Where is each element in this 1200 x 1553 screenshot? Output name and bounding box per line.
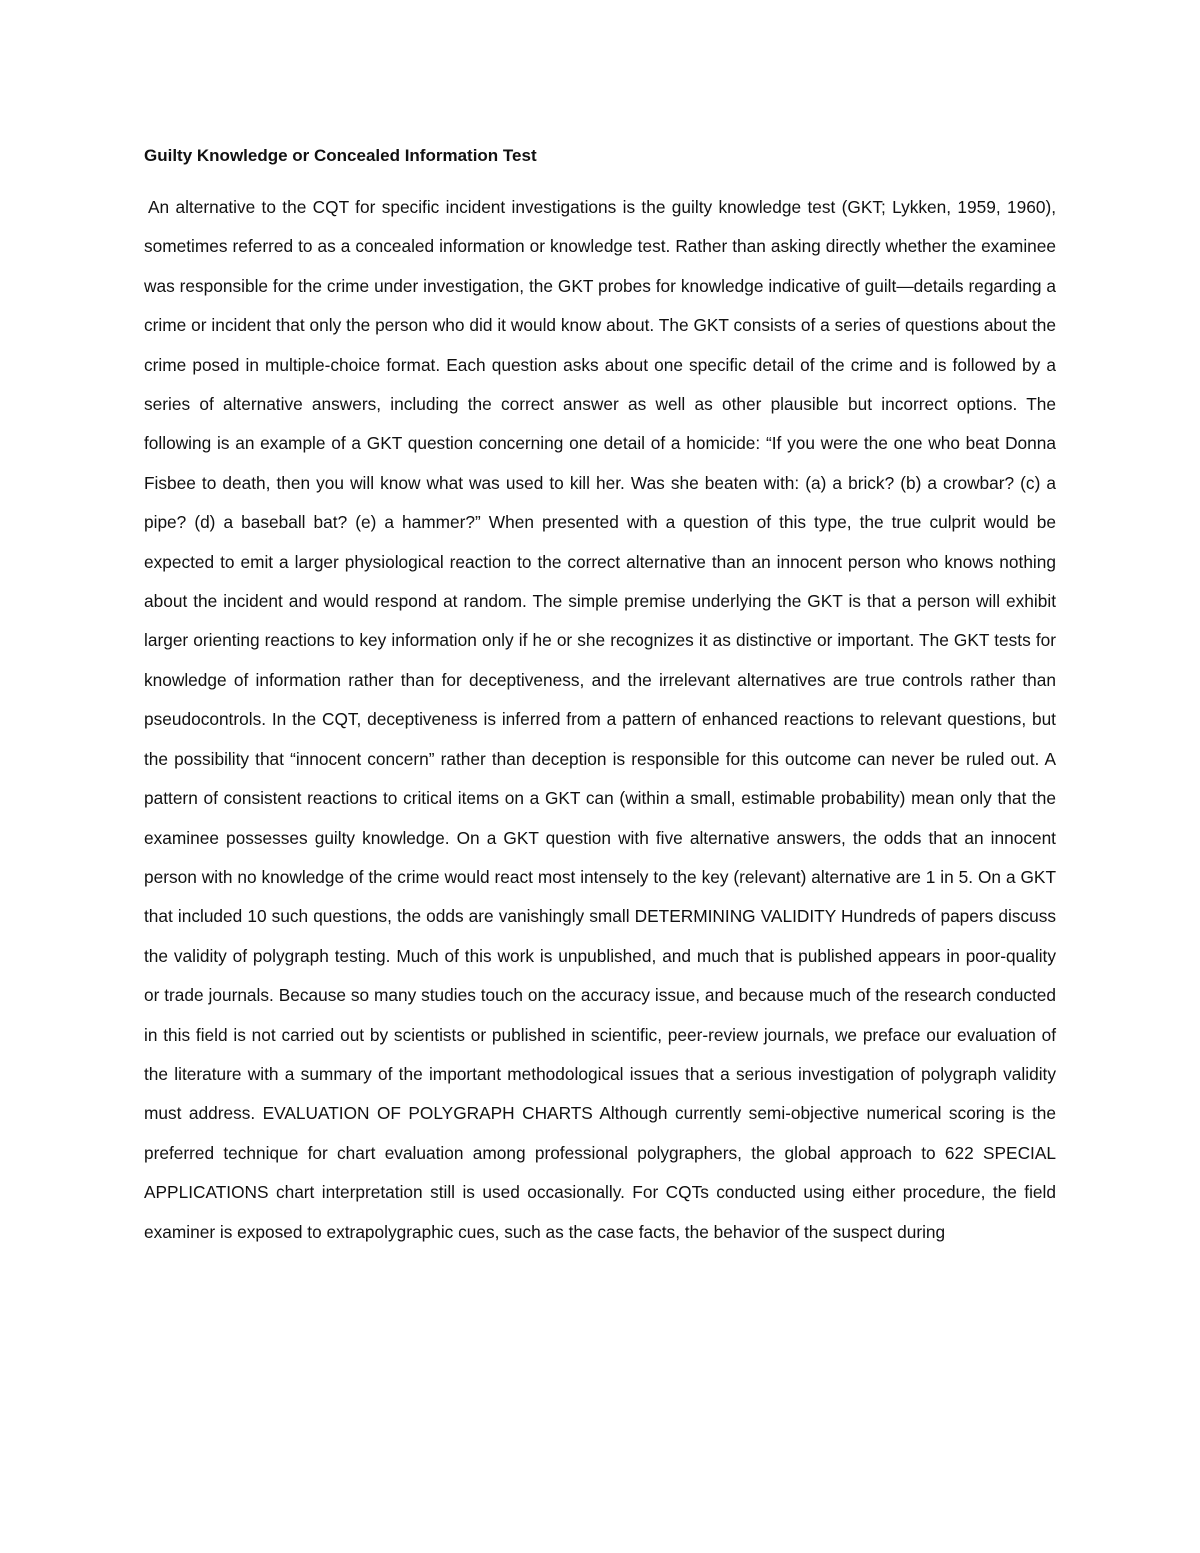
- body-paragraph: An alternative to the CQT for specific incident investigations is the guilty knowledge test (GKT; Lykken, 1959, 1960), sometimes referred to as a concealed information or knowledge test. Rather than asking directly whether the examinee was responsible for the crime under investigation, the GKT probes for knowledge indicative of guilt—details regarding a crime or incident that only the person who did it would know about. The GKT consists of a series of questions about the crime posed in multiple-choice format. Each question asks about one specific detail of the crime and is followed by a series of alternative answers, including the correct answer as well as other plausible but incorrect options. The following is an example of a GKT question concerning one detail of a homicide: “If you were the one who beat Donna Fisbee to death, then you will know what was used to kill her. Was she beaten with: (a) a brick? (b) a crowbar? (c) a pipe? (d) a baseball bat? (e) a hammer?” When presented with a question of this type, the true culprit would be expected to emit a larger physiological reaction to the correct alternative than an innocent person who knows nothing about the incident and would respond at random. The simple premise underlying the GKT is that a person will exhibit larger orienting reactions to key information only if he or she recognizes it as distinctive or important. The GKT tests for knowledge of information rather than for deceptiveness, and the irrelevant alternatives are true controls rather than pseudocontrols. In the CQT, deceptiveness is inferred from a pattern of enhanced reactions to relevant questions, but the possibility that “innocent concern” rather than deception is responsible for this outcome can never be ruled out. A pattern of consistent reactions to critical items on a GKT can (within a small, estimable probability) mean only that the examinee possesses guilty knowledge. On a GKT question with five alternative answers, the odds that an innocent person with no knowledge of the crime would react most intensely to the key (relevant) alternative are 1 in 5. On a GKT that included 10 such questions, the odds are vanishingly small DETERMINING VALIDITY Hundreds of papers discuss the validity of polygraph testing. Much of this work is unpublished, and much that is published appears in poor-quality or trade journals. Because so many studies touch on the accuracy issue, and because much of the research conducted in this field is not carried out by scientists or published in scientific, peer-review journals, we preface our evaluation of the literature with a summary of the important methodological issues that a serious investigation of polygraph validity must address. EVALUATION OF POLYGRAPH CHARTS Although currently semi-objective numerical scoring is the preferred technique for chart evaluation among professional polygraphers, the global approach to 622 SPECIAL APPLICATIONS chart interpretation still is used occasionally. For CQTs conducted using either procedure, the field examiner is exposed to extrapolygraphic cues, such as the case facts, the behavior of the suspect during: [144, 197, 1056, 1242]
- document-content: [144, 140, 1056, 1252]
- document-title: Guilty Knowledge or Concealed Information Test: [144, 146, 537, 165]
